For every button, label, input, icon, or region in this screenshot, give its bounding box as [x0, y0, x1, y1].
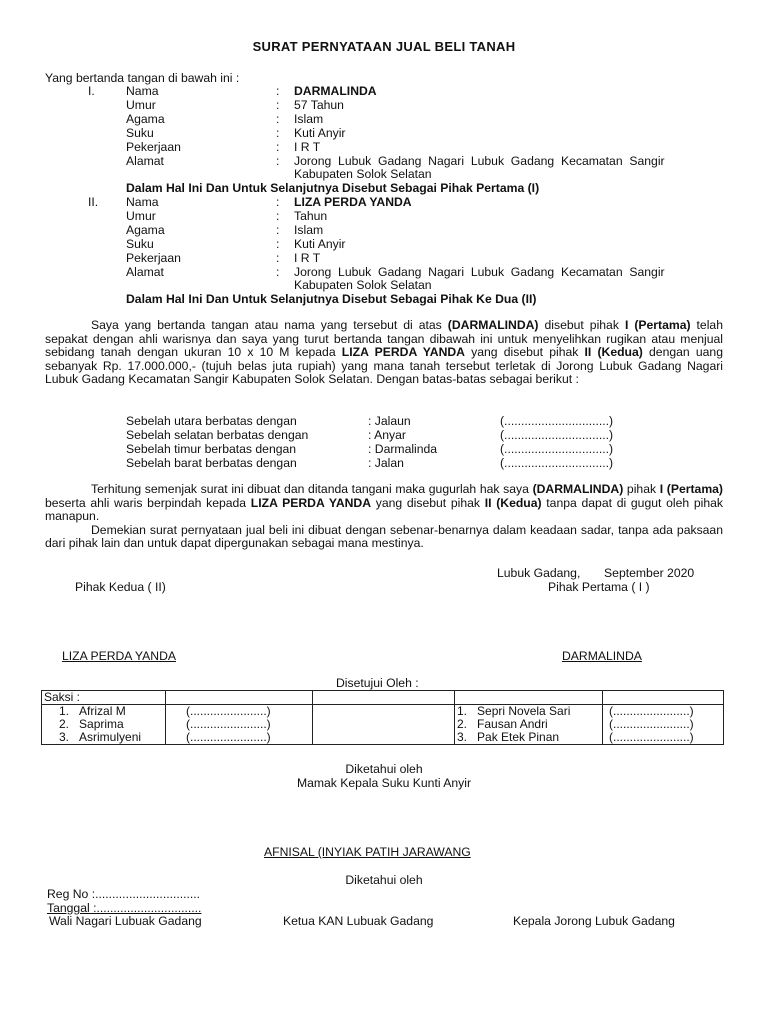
paragraph-sale-statement: Saya yang bertanda tangan atau nama yang tersebut di atas (DARMALINDA) disebut pihak I (Pertama) telah sepakat dengan ahli warisnya dan saya yang turut bertanda tangan dibawah ini untuk menyelihkan rugikan atau menjual sebidang tanah dengan ukuran 10 x 10 M kepada LIZA PERDA YANDA yang disebut pihak II (Kedua) dengan uang sebanyak Rp. 17.000.000,- (tujuh belas juta rupiah) yang mana tanah tersebut terletak di Jorong Lubuk Gadang Nagari Lubuk Gadang Kecamatan Sangir Kabupaten Solok Selatan. Dengan batas-batas sebagai berikut :: [45, 318, 723, 386]
party-1-value-alamat: Jorong Lubuk Gadang Nagari Lubuk Gadang Kecamatan Sangir: [294, 154, 665, 168]
party-1-value-pekerjaan: I R T: [294, 140, 321, 154]
witness-left-1: 1. Afrizal M: [42, 705, 166, 719]
party-1-value-suku: Kuti Anyir: [294, 126, 346, 140]
boundary-value: : Anyar: [368, 428, 406, 442]
witness-right-3-sign: (.......................): [603, 731, 724, 745]
party-2-label-agama: Agama: [126, 223, 165, 237]
colon: :: [276, 112, 280, 126]
boundary-value: : Jalan: [368, 456, 404, 470]
colon: :: [276, 98, 280, 112]
party-1-designation: Dalam Hal Ini Dan Untuk Selanjutnya Disebut Sebagai Pihak Pertama (I): [126, 181, 540, 195]
party-2-numeral: II.: [88, 195, 99, 209]
witness-right-2-sign: (.......................): [603, 718, 724, 731]
party-1-label-pekerjaan: Pekerjaan: [126, 140, 181, 154]
mamak-title: Mamak Kepala Suku Kunti Anyir: [296, 776, 472, 790]
colon: :: [276, 265, 280, 279]
party-2-label-pekerjaan: Pekerjaan: [126, 251, 181, 265]
colon: :: [276, 223, 280, 237]
colon: :: [276, 209, 280, 223]
table-row: [42, 705, 724, 719]
party-2-label-suku: Suku: [126, 237, 154, 251]
boundary-label: Sebelah barat berbatas dengan: [126, 456, 297, 470]
signature-name-pihak-pertama: DARMALINDA: [562, 649, 642, 663]
witness-left-3-sign: (.......................): [166, 731, 313, 745]
party-2-value-agama: Islam: [294, 223, 324, 237]
pihak-pertama-label: Pihak Pertama ( I ): [548, 580, 650, 594]
witness-right-1-sign: (.......................): [603, 705, 724, 719]
party-1-label-suku: Suku: [126, 126, 154, 140]
party-1-label-nama: Nama: [126, 84, 159, 98]
signature-name-pihak-kedua: LIZA PERDA YANDA: [62, 649, 177, 663]
party-2-label-alamat: Alamat: [126, 265, 164, 279]
table-row: [42, 718, 724, 731]
party-1-label-alamat: Alamat: [126, 154, 164, 168]
reg-no: Reg No :...............................: [47, 887, 201, 901]
witness-table: [41, 690, 724, 745]
saksi-label: Saksi :: [42, 691, 166, 705]
colon: :: [276, 126, 280, 140]
witness-right-2: 2. Fausan Andri: [455, 718, 603, 731]
boundary-label: Sebelah timur berbatas dengan: [126, 442, 297, 456]
table-row: [42, 691, 724, 705]
wali-nagari-title: Wali Nagari Lubuak Gadang: [49, 914, 202, 928]
party-1-value-alamat-line2: Kabupaten Solok Selatan: [294, 167, 432, 181]
witness-right-1: 1. Sepri Novela Sari: [455, 705, 603, 719]
colon: :: [276, 251, 280, 265]
witness-right-3: 3. Pak Etek Pinan: [455, 731, 603, 745]
colon: :: [276, 237, 280, 251]
party-2-value-nama: LIZA PERDA YANDA: [294, 195, 412, 209]
party-2-value-suku: Kuti Anyir: [294, 237, 346, 251]
witness-left-1-sign: (.......................): [166, 705, 313, 719]
tanggal: Tanggal :...............................: [47, 901, 202, 915]
boundary-sign: (...............................): [500, 414, 614, 428]
place-date: Lubuk Gadang, September 2020: [497, 566, 695, 580]
party-2-value-umur: Tahun: [294, 209, 328, 223]
paragraph-closing: Demekian surat pernyataan jual beli ini dibuat dengan sebenar-benarnya dalam keadaan sadar, tanpa ada paksaan dari pihak lain dan untuk dapat dipergunakan sebagai mana mestinya.: [45, 522, 723, 550]
witness-left-2-sign: (.......................): [166, 718, 313, 731]
party-2-designation: Dalam Hal Ini Dan Untuk Selanjutnya Disebut Sebagai Pihak Ke Dua (II): [126, 292, 537, 306]
disetujui-label: Disetujui Oleh :: [336, 676, 419, 690]
party-1-value-nama: DARMALINDA: [294, 84, 377, 98]
kepala-jorong-title: Kepala Jorong Lubuk Gadang: [513, 914, 675, 928]
party-1-numeral: I.: [88, 84, 95, 98]
diketahui-oleh-1: Diketahui oleh: [345, 762, 423, 776]
afnisal-name: AFNISAL (INYIAK PATIH JARAWANG: [264, 845, 471, 859]
party-2-label-umur: Umur: [126, 209, 156, 223]
colon: :: [276, 154, 280, 168]
party-2-value-alamat-line2: Kabupaten Solok Selatan: [294, 278, 432, 292]
colon: :: [276, 84, 280, 98]
boundary-sign: (...............................): [500, 428, 614, 442]
document-title: SURAT PERNYATAAN JUAL BELI TANAH: [252, 39, 516, 54]
paragraph-transfer: Terhitung semenjak surat ini dibuat dan ditanda tangani maka gugurlah hak saya (DARMALINDA) pihak I (Pertama) beserta ahli waris berpindah kepada LIZA PERDA YANDA yang disebut pihak II (Kedua) tanpa dapat di gugut oleh pihak manapun. Demekian surat pernyataan jual beli ini dibuat dengan sebenar-benarnya dalam keadaan sadar, tanpa ada paksaan dari pihak lain dan untuk dapat dipergunakan sebagai mana mestinya.: [45, 482, 723, 550]
party-1-label-agama: Agama: [126, 112, 165, 126]
ketua-kan-title: Ketua KAN Lubuak Gadang: [283, 914, 434, 928]
party-2-value-pekerjaan: I R T: [294, 251, 321, 265]
colon: :: [276, 195, 280, 209]
boundary-sign: (...............................): [500, 442, 614, 456]
boundary-label: Sebelah utara berbatas dengan: [126, 414, 297, 428]
table-row: [42, 731, 724, 745]
colon: :: [276, 140, 280, 154]
party-1-value-agama: Islam: [294, 112, 324, 126]
witness-left-2: 2. Saprima: [42, 718, 166, 731]
boundary-sign: (...............................): [500, 456, 614, 470]
boundary-value: : Darmalinda: [368, 442, 438, 456]
party-1-value-umur: 57 Tahun: [294, 98, 344, 112]
party-2-value-alamat: Jorong Lubuk Gadang Nagari Lubuk Gadang Kecamatan Sangir: [294, 265, 665, 279]
witness-left-3: 3. Asrimulyeni: [42, 731, 166, 745]
boundary-value: : Jalaun: [368, 414, 411, 428]
party-2-label-nama: Nama: [126, 195, 159, 209]
pihak-kedua-label: Pihak Kedua ( II): [75, 580, 166, 594]
diketahui-oleh-2: Diketahui oleh: [345, 873, 423, 887]
boundary-label: Sebelah selatan berbatas dengan: [126, 428, 309, 442]
party-1-label-umur: Umur: [126, 98, 156, 112]
intro-text: Yang bertanda tangan di bawah ini :: [45, 71, 240, 85]
